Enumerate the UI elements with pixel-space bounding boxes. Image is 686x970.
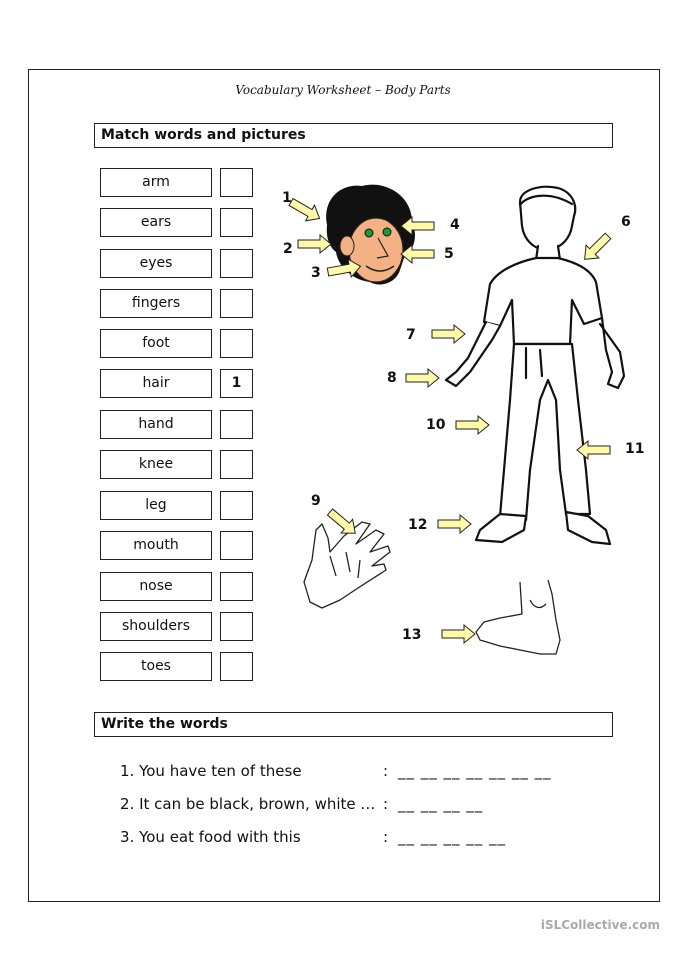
hand-illustration [304, 522, 390, 608]
answer-blanks[interactable]: __ __ __ __ __ [398, 828, 507, 846]
word-box: hair [100, 369, 212, 398]
footer-watermark: iSLCollective.com [540, 918, 660, 932]
word-box: foot [100, 329, 212, 358]
picture-label: 2 [283, 241, 293, 257]
picture-label: 12 [408, 517, 428, 533]
foot-illustration [476, 580, 560, 654]
word-box: hand [100, 410, 212, 439]
picture-label: 13 [402, 627, 422, 643]
word-box: leg [100, 491, 212, 520]
picture-label: 7 [406, 327, 416, 343]
word-box: toes [100, 652, 212, 681]
section-header-match: Match words and pictures [94, 123, 613, 148]
picture-label: 9 [311, 493, 321, 509]
answer-blanks[interactable]: __ __ __ __ [398, 795, 484, 813]
picture-label: 10 [426, 417, 446, 433]
picture-label: 6 [621, 214, 631, 230]
question-colon: : [383, 828, 389, 846]
picture-label: 1 [282, 190, 292, 206]
picture-label: 3 [311, 265, 321, 281]
page-title: Vocabulary Worksheet – Body Parts [235, 83, 451, 97]
question-text: 2. It can be black, brown, white … [120, 795, 376, 813]
picture-label: 8 [387, 370, 397, 386]
word-box: fingers [100, 289, 212, 318]
answer-blanks[interactable]: __ __ __ __ __ __ __ [398, 762, 552, 780]
picture-label: 5 [444, 246, 454, 262]
question-text: 1. You have ten of these [120, 762, 302, 780]
word-box: mouth [100, 531, 212, 560]
picture-label: 4 [450, 217, 460, 233]
question-colon: : [383, 762, 389, 780]
word-box: eyes [100, 249, 212, 278]
question-text: 3. You eat food with this [120, 828, 301, 846]
question-colon: : [383, 795, 389, 813]
word-box: ears [100, 208, 212, 237]
word-box: knee [100, 450, 212, 479]
section-header-write: Write the words [94, 712, 613, 737]
picture-label: 11 [625, 441, 645, 457]
word-box: nose [100, 572, 212, 601]
word-box: shoulders [100, 612, 212, 641]
answer-box[interactable]: 1 [220, 369, 253, 398]
word-box: arm [100, 168, 212, 197]
